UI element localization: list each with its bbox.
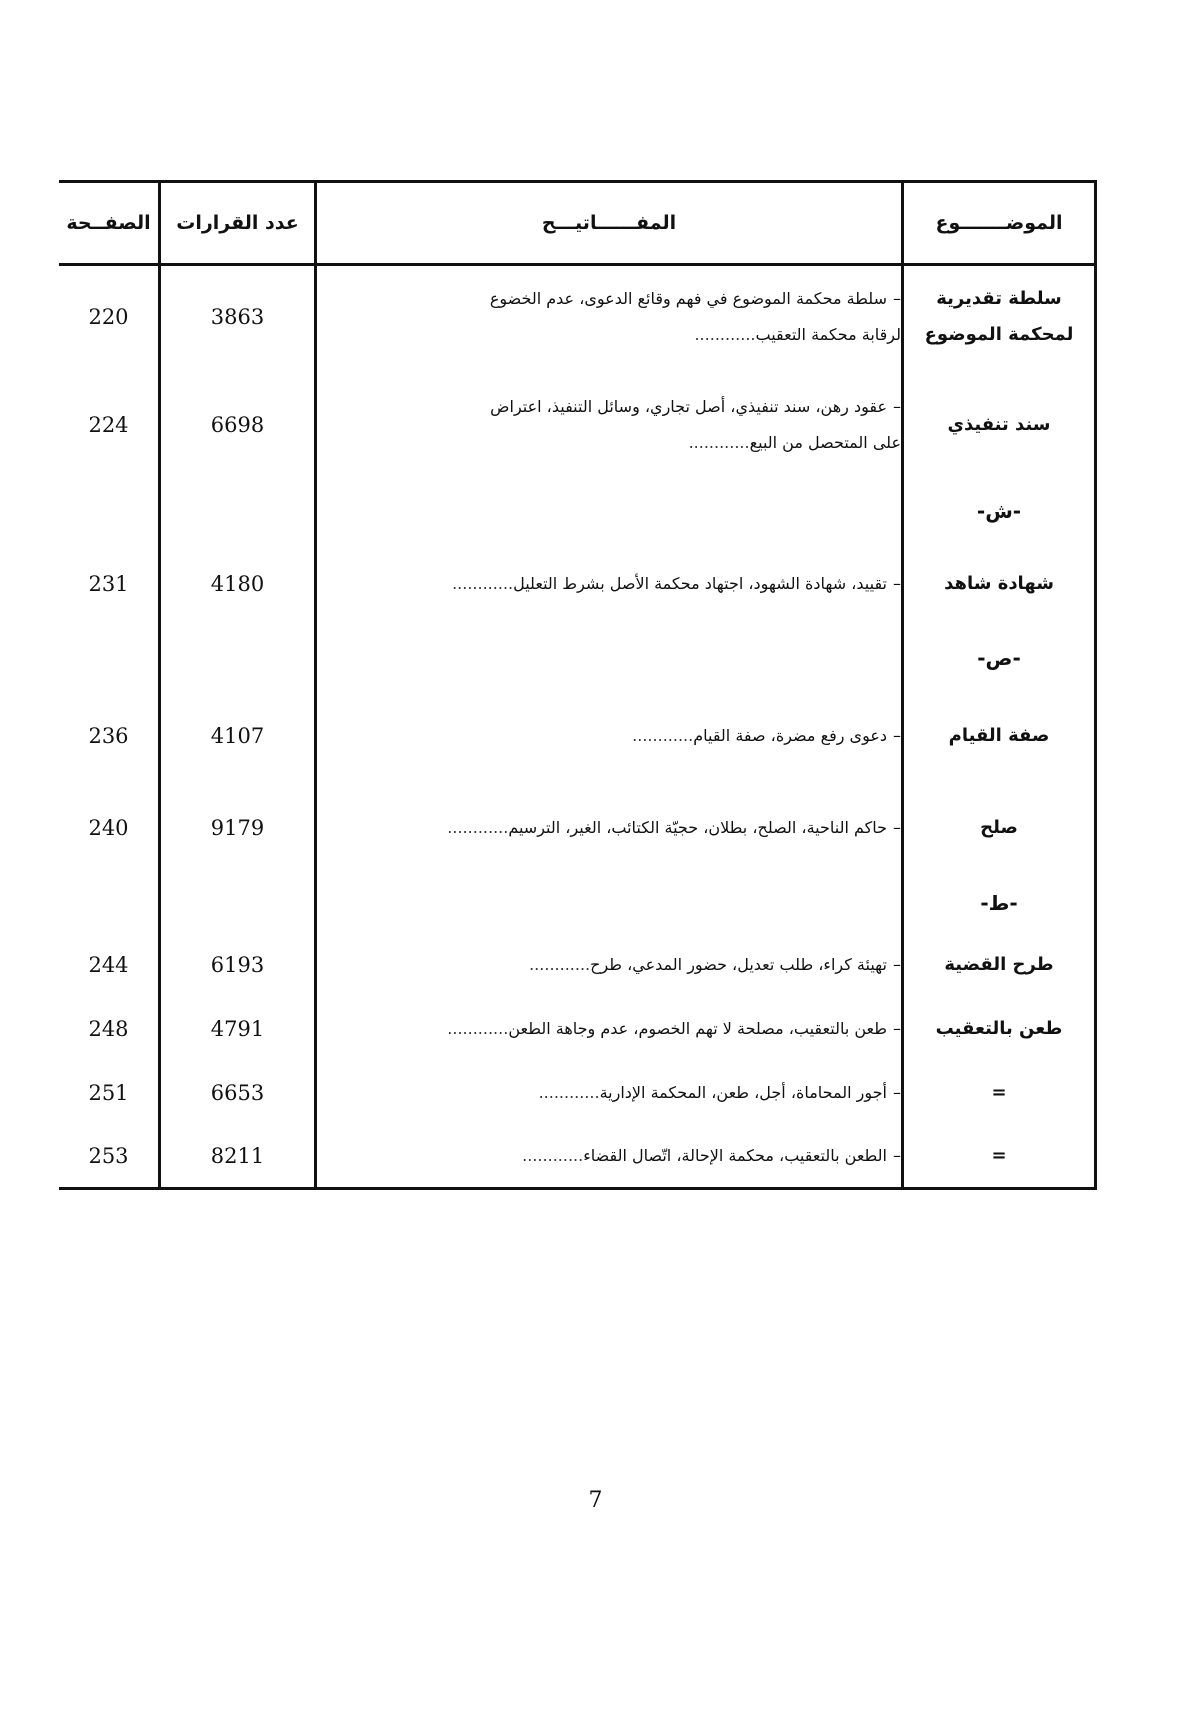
subject-cell: سلطة تقديرية لمحكمة الموضوع (903, 265, 1096, 369)
page-cell: 240 (88, 815, 129, 840)
keys-cell (316, 1125, 903, 1189)
letter-heading-row (59, 627, 1096, 689)
subject-cell: = (903, 1125, 1096, 1189)
subject-cell: طرح القضية (903, 933, 1096, 997)
count-cell: 6193 (160, 933, 316, 997)
key-line (317, 281, 901, 317)
count-cell: 8211 (160, 1125, 316, 1189)
header-subject: الموضـــــــوع (903, 182, 1096, 265)
page-cell: 244 (88, 952, 129, 977)
count-cell: 4180 (160, 541, 316, 627)
key-text: الطعن بالتعقيب، محكمة الإحالة، اتّصال القضاء (583, 1145, 887, 1165)
subject-cell: صفة القيام (903, 689, 1096, 783)
dash-mark: – (893, 1082, 901, 1102)
key-text: أجور المحاماة، أجل، طعن، المحكمة الإدارية (599, 1082, 887, 1102)
empty-cell (160, 873, 316, 933)
page-cell: 231 (88, 571, 129, 596)
key-line (317, 425, 901, 461)
empty-cell (59, 627, 160, 689)
keys-cell (316, 369, 903, 481)
keys-cell (316, 783, 903, 873)
key-line (317, 1138, 901, 1174)
header-count: عدد القرارات (160, 182, 316, 265)
table-row (59, 1125, 1096, 1189)
key-text: لرقابة محكمة التعقيب (755, 325, 901, 345)
keys-cell (316, 997, 903, 1061)
empty-cell (59, 873, 160, 933)
dash-mark: – (893, 289, 901, 309)
key-text: عقود رهن، سند تنفيذي، أصل تجاري، وسائل التنفيذ، اعتراض (490, 396, 887, 416)
leader-dots: ............ (632, 725, 694, 745)
subject-cell: سند تنفيذي (903, 369, 1096, 481)
letter-heading-row (59, 481, 1096, 541)
key-line (317, 566, 901, 602)
table-row (59, 689, 1096, 783)
count-cell: 4107 (160, 689, 316, 783)
table-row (59, 541, 1096, 627)
count-cell: 6653 (160, 1061, 316, 1125)
leader-dots: ............ (538, 1082, 600, 1102)
table-header-row (59, 182, 1096, 265)
index-table (59, 180, 1097, 1190)
key-line (317, 1011, 901, 1047)
table-row (59, 997, 1096, 1061)
keys-cell (316, 265, 903, 369)
dash-mark: – (893, 396, 901, 416)
page-cell: 236 (88, 723, 129, 748)
dash-mark: – (893, 817, 901, 837)
empty-cell (316, 627, 903, 689)
page-number: 7 (588, 1488, 603, 1513)
count-cell: 4791 (160, 997, 316, 1061)
page-cell: 248 (88, 1016, 129, 1041)
table-body (59, 265, 1096, 1189)
page-cell: 224 (88, 412, 129, 437)
key-line (317, 947, 901, 983)
table-row (59, 369, 1096, 481)
page-cell: 220 (88, 305, 129, 330)
key-text: تهيئة كراء، طلب تعديل، حضور المدعي، طرح (590, 954, 887, 974)
key-text: طعن بالتعقيب، مصلحة لا تهم الخصوم، عدم وجاهة الطعن (508, 1018, 887, 1038)
empty-cell (316, 873, 903, 933)
empty-cell (160, 481, 316, 541)
dash-mark: – (893, 1018, 901, 1038)
dash-mark: – (893, 954, 901, 974)
table-row (59, 265, 1096, 369)
table-row (59, 1061, 1096, 1125)
count-cell: 6698 (160, 369, 316, 481)
page-cell: 253 (88, 1143, 129, 1168)
letter-heading: -ص- (903, 627, 1096, 689)
letter-heading-row (59, 873, 1096, 933)
leader-dots: ............ (452, 573, 514, 593)
keys-cell (316, 1061, 903, 1125)
empty-cell (316, 481, 903, 541)
letter-heading: -ش- (903, 481, 1096, 541)
keys-cell (316, 933, 903, 997)
leader-dots: ............ (529, 954, 591, 974)
empty-cell (59, 481, 160, 541)
key-text: دعوى رفع مضرة، صفة القيام (693, 725, 887, 745)
leader-dots: ............ (522, 1145, 584, 1165)
key-text: حاكم الناحية، الصلح، بطلان، حجيّة الكتائب، الغير، الترسيم (508, 817, 887, 837)
key-line (317, 1075, 901, 1111)
empty-cell (160, 627, 316, 689)
header-page: الصفــحة (59, 182, 160, 265)
letter-heading: -ط- (903, 873, 1096, 933)
header-keys: المفــــــاتيـــح (316, 182, 903, 265)
subject-cell: صلح (903, 783, 1096, 873)
subject-cell: شهادة شاهد (903, 541, 1096, 627)
leader-dots: ............ (688, 432, 750, 452)
subject-cell: = (903, 1061, 1096, 1125)
key-text: سلطة محكمة الموضوع في فهم وقائع الدعوى، عدم الخضوع (489, 289, 887, 309)
keys-cell (316, 541, 903, 627)
leader-dots: ............ (447, 817, 509, 837)
leader-dots: ............ (447, 1018, 509, 1038)
page-cell: 251 (88, 1080, 129, 1105)
count-cell: 3863 (160, 265, 316, 369)
leader-dots: ............ (694, 325, 756, 345)
keys-cell (316, 689, 903, 783)
key-text: تقييد، شهادة الشهود، اجتهاد محكمة الأصل بشرط التعليل (513, 573, 887, 593)
key-line (317, 317, 901, 353)
key-line (317, 810, 901, 846)
count-cell: 9179 (160, 783, 316, 873)
key-line (317, 389, 901, 425)
dash-mark: – (893, 1145, 901, 1165)
subject-cell: طعن بالتعقيب (903, 997, 1096, 1061)
key-text: على المتحصل من البيع (749, 432, 901, 452)
table-row (59, 783, 1096, 873)
dash-mark: – (893, 725, 901, 745)
dash-mark: – (893, 573, 901, 593)
key-line (317, 718, 901, 754)
table-row (59, 933, 1096, 997)
